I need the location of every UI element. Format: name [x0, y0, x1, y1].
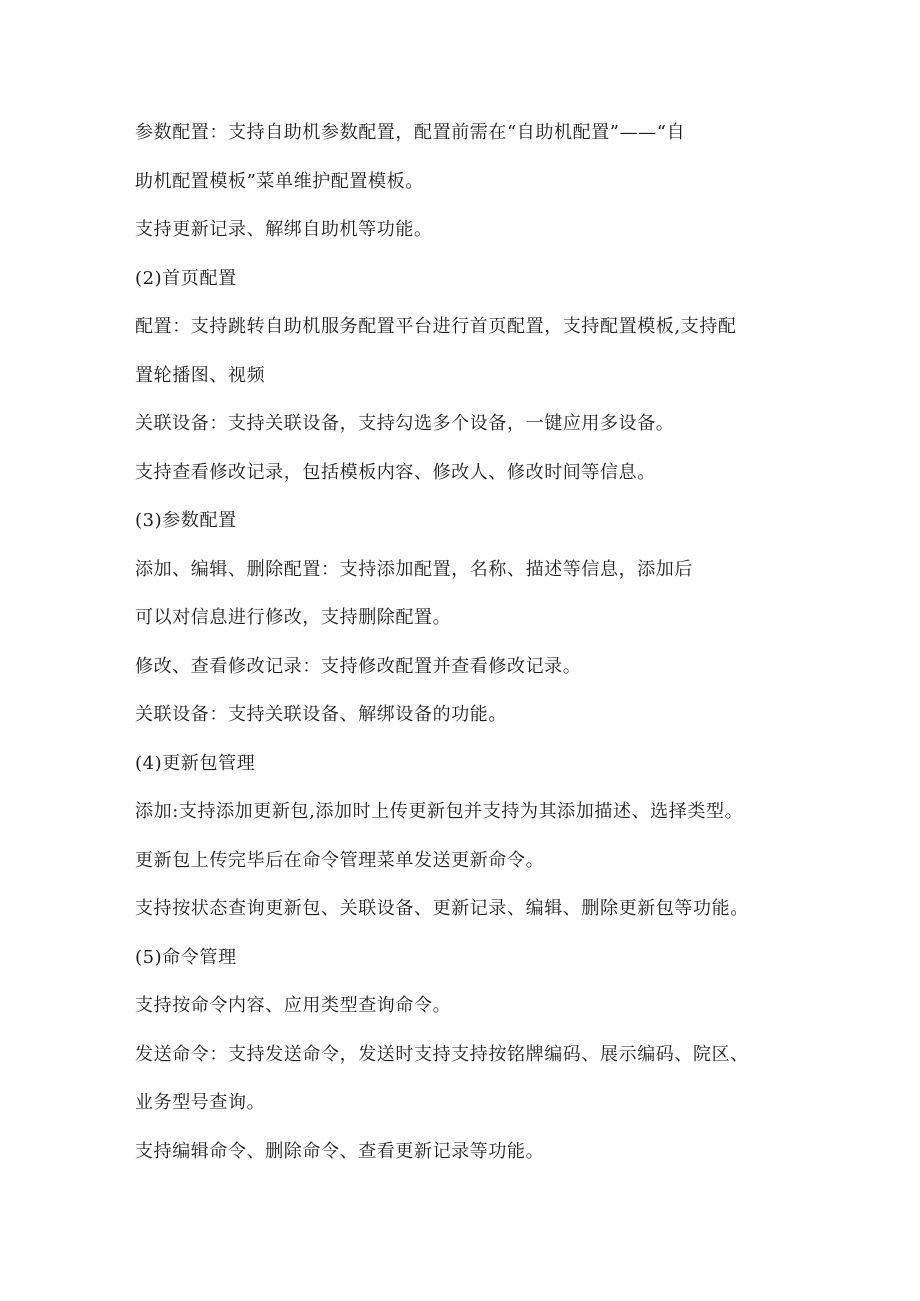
text-line: 更新包上传完毕后在命令管理菜单发送更新命令。: [135, 849, 545, 871]
text-line: 助机配置模板”菜单维护配置模板。: [135, 170, 424, 192]
text-line: 添加、编辑、删除配置：支持添加配置，名称、描述等信息，添加后: [135, 558, 693, 580]
text-line: 配置：支持跳转自助机服务配置平台进行首页配置，支持配置模板,支持配: [135, 316, 737, 337]
text-line: 支持编辑命令、删除命令、查看更新记录等功能。: [135, 1140, 545, 1162]
text-line: 置轮播图、视频: [135, 364, 266, 386]
text-line: 业务型号查询。: [135, 1092, 266, 1113]
body-text: [135, 118, 825, 1185]
text-line: 发送命令：支持发送命令，发送时支持支持按铭牌编码、展示编码、院区、: [135, 1043, 749, 1065]
text-line: 关联设备：支持关联设备、解绑设备的功能。: [135, 704, 507, 725]
section-heading: (2)首页配置: [135, 267, 237, 289]
section-heading: (4)更新包管理: [135, 752, 256, 774]
section-heading: (3)参数配置: [135, 510, 237, 531]
text-line: 支持按命令内容、应用类型查询命令。: [135, 995, 452, 1016]
text-line: 添加:支持添加更新包,添加时上传更新包并支持为其添加描述、选择类型。: [135, 801, 744, 822]
text-line: 可以对信息进行修改，支持删除配置。: [135, 607, 452, 628]
text-line: 关联设备：支持关联设备，支持勾选多个设备，一键应用多设备。: [135, 413, 675, 434]
text-line: 修改、查看修改记录：支持修改配置并查看修改记录。: [135, 655, 582, 677]
text-line: 参数配置：支持自助机参数配置，配置前需在“自助机配置”——“自: [135, 122, 686, 143]
text-line: 支持更新记录、解绑自助机等功能。: [135, 219, 433, 240]
section-heading: (5)命令管理: [135, 946, 237, 968]
text-line: 支持查看修改记录，包括模板内容、修改人、修改时间等信息。: [135, 461, 656, 483]
text-line: 支持按状态查询更新包、关联设备、更新记录、编辑、删除更新包等功能。: [135, 898, 749, 919]
